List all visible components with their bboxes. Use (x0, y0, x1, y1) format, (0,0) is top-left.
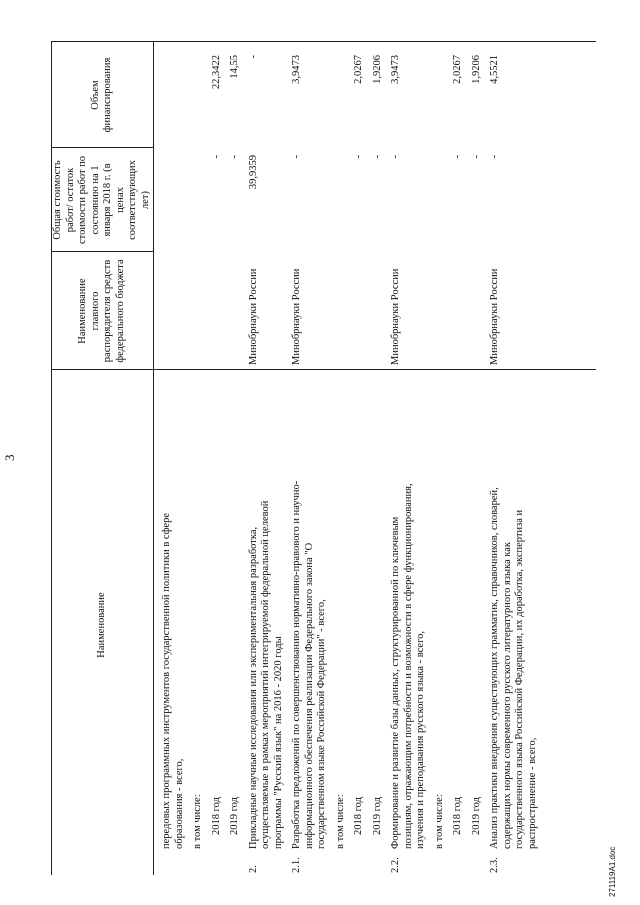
row-number: 2.2. (390, 857, 401, 873)
row-name: 2018 год (353, 797, 364, 835)
footer-doc-code: 271119A1.doc (608, 846, 617, 897)
row-org: Минобрнауки России (390, 268, 401, 365)
table-row (489, 42, 539, 875)
table-row (161, 42, 186, 875)
row-name: 2019 год (229, 797, 240, 835)
table-row (390, 42, 428, 875)
financing-table (51, 42, 596, 875)
table-top-rule (51, 42, 52, 875)
table-row (291, 42, 329, 875)
row-name: Формирование и развитие базы данных, структурированной по ключевым позициям, отражающим потребности и возможности в сфере функционирования, изучения и преподавания русского языка - всего, (390, 483, 426, 849)
header-name: Наименование (95, 592, 107, 658)
row-name: Анализ практики внедрения существующих грамматик, справочников, словарей, содержащих нормы современного русского литературного языка как государственного языка Российской Федерации, их доработка, экспертиза и распространение - всего, (489, 487, 538, 849)
table-row (192, 42, 205, 875)
table-row (353, 42, 366, 875)
header-org: Наименование главного распорядителя средств федерального бюджета (77, 259, 126, 363)
row-cost: - (353, 155, 364, 159)
row-financing: 1,9206 (371, 55, 383, 84)
row-financing: 14,55 (229, 55, 240, 79)
row-number: 2. (247, 865, 259, 873)
row-financing: 2,0267 (452, 55, 463, 84)
row-cost: - (371, 155, 383, 159)
table-row (229, 42, 242, 875)
header-cost: Общая стоимость работ/ остаток стоимости работ по состоянию на 1 января 2018 г. (в ценах соответствующих лет) (52, 155, 151, 245)
column-divider (51, 251, 153, 252)
table-row (335, 42, 348, 875)
row-name: в том числе: (192, 794, 203, 849)
row-name: в том числе: (433, 794, 445, 849)
row-cost: 39,9359 (247, 155, 259, 190)
row-financing: - (247, 55, 259, 59)
row-financing: 3,9473 (390, 55, 401, 84)
row-financing: 2,0267 (353, 55, 364, 84)
header-fin: Объем финансирования (89, 57, 113, 133)
row-org: Минобрнауки России (247, 268, 259, 365)
table-row (211, 42, 224, 875)
row-financing: 1,9206 (470, 55, 482, 84)
row-name: 2019 год (371, 797, 383, 835)
row-cost: - (489, 155, 500, 159)
row-cost: - (452, 155, 463, 159)
row-cost: - (291, 155, 302, 159)
row-org: Минобрнауки России (489, 268, 500, 365)
page-number: 3 (2, 454, 17, 461)
row-number: 2.1. (291, 857, 302, 873)
row-cost: - (390, 155, 401, 159)
row-name: передовых программных инструментов государственной политики в сфере образования - всего, (161, 512, 185, 849)
table-row (434, 42, 447, 875)
table-row (471, 42, 484, 875)
row-name: 2019 год (470, 797, 482, 835)
row-name: 2018 год (210, 797, 222, 835)
row-financing: 22,3422 (210, 55, 222, 90)
row-cost: - (470, 155, 482, 159)
table-row (372, 42, 385, 875)
row-name: в том числе: (334, 794, 346, 849)
row-name: 2018 год (452, 797, 463, 835)
row-name: Разработка предложений по совершенствованию нормативно-правового и научно-информационного обеспечения реализации Федерального закона "О государственном языке Российской Федерации" - всего, (291, 480, 327, 849)
column-divider (51, 147, 153, 148)
row-cost: - (210, 155, 222, 159)
row-cost: - (229, 155, 240, 159)
row-number: 2.3. (489, 857, 500, 873)
table-row (248, 42, 286, 875)
header-bottom-rule (153, 42, 154, 875)
row-financing: 3,9473 (291, 55, 302, 84)
table-row (452, 42, 465, 875)
row-org: Минобрнауки России (291, 268, 302, 365)
row-financing: 4,5521 (489, 55, 500, 84)
row-name: Прикладные научные исследования или экспериментальная разработка, осуществляемые в рамках мероприятий интегрируемой федеральной целевой программы "Русский язык" на 2016 - 2020 годы (247, 500, 284, 849)
